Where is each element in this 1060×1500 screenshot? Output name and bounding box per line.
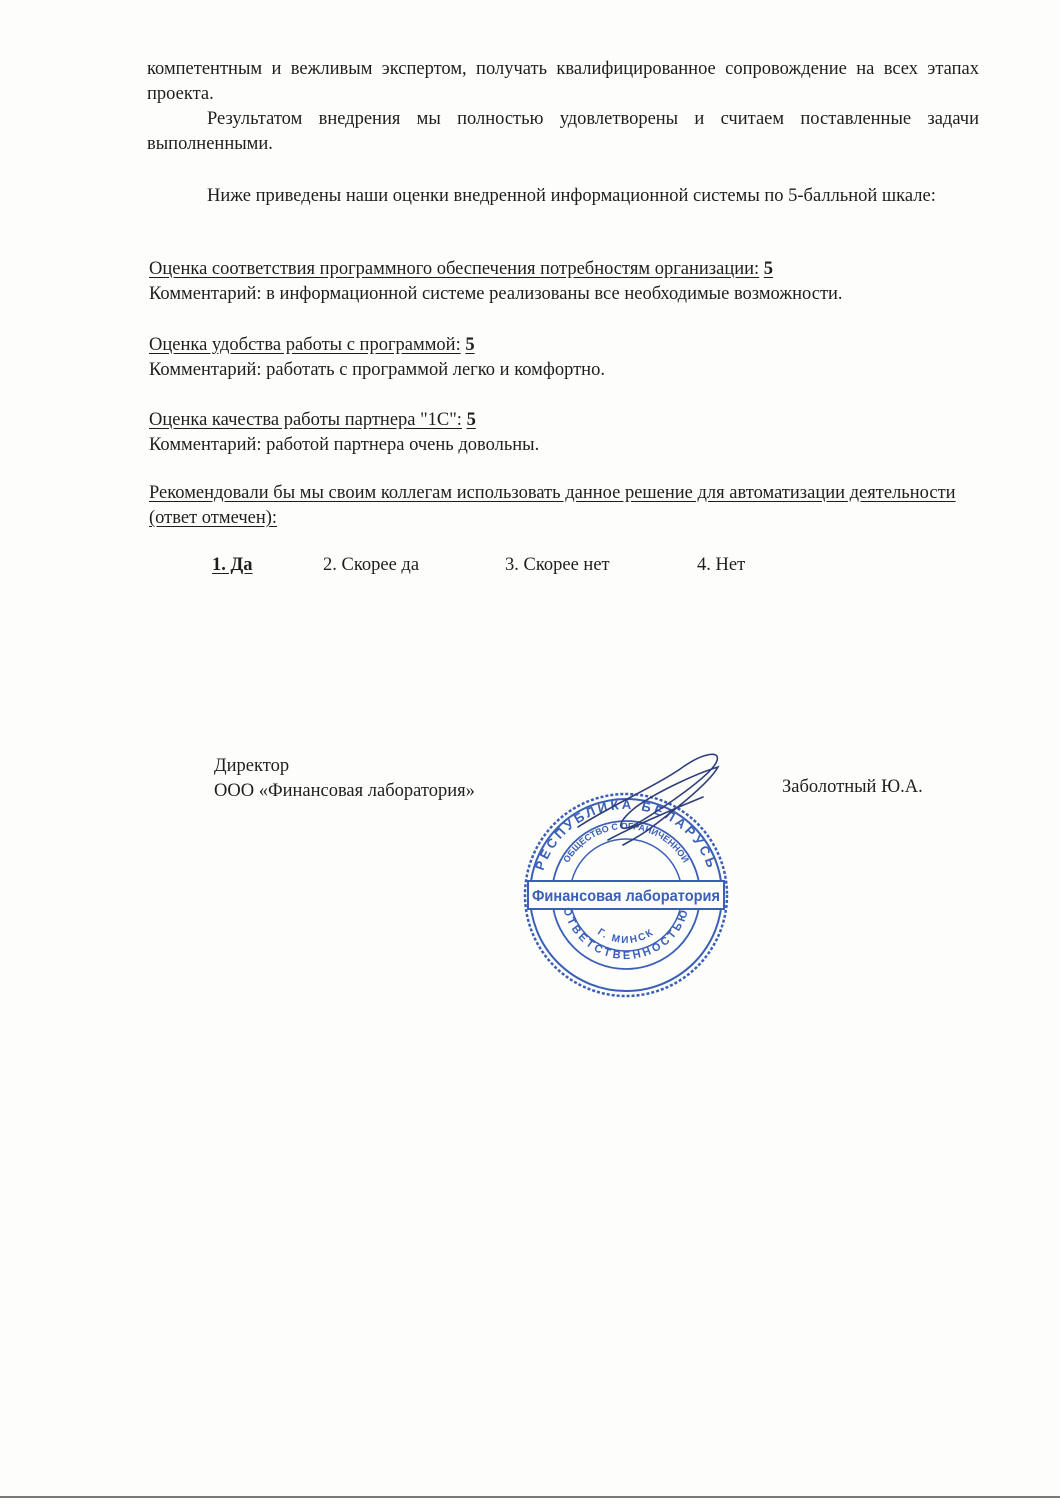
rating-question: Оценка соответствия программного обеспечения потребностям организации: — [149, 259, 760, 279]
recommendation-question: Рекомендовали бы мы своим коллегам использовать данное решение для автоматизации деятельности (ответ отмечен): — [149, 483, 956, 528]
company-stamp — [518, 745, 733, 1010]
rating-block-software-fit — [149, 257, 969, 307]
paragraph-result: Результатом внедрения мы полностью удовлетворены и считаем поставленные задачи выполненными. — [147, 109, 979, 154]
paragraph-intro: компетентным и вежливым экспертом, получать квалифицированное сопровождение на всех этапах проекта. — [147, 59, 979, 104]
signatory-block — [214, 754, 475, 804]
stamp-outer-text: РЕСПУБЛИКА БЕЛАРУСЬ — [531, 796, 721, 873]
rating-score: 5 — [465, 335, 475, 355]
stamp-center-text: Финансовая лаборатория — [532, 888, 720, 905]
signatory-company: ООО «Финансовая лаборатория» — [214, 781, 475, 801]
page-bottom-edge — [0, 1496, 1060, 1498]
option-no: 4. Нет — [697, 555, 746, 575]
stamp-bottom-text: ОТВЕТСТВЕННОСТЬЮ — [560, 905, 692, 963]
paragraph-ratings-intro: Ниже приведены наши оценки внедренной информационной системы по 5-балльной шкале: — [207, 186, 936, 206]
rating-block-usability — [149, 333, 969, 383]
rating-score: 5 — [763, 259, 774, 279]
rating-block-partner-quality — [149, 408, 969, 458]
rating-comment: Комментарий: работой партнера очень довольны. — [149, 435, 540, 455]
signatory-position: Директор — [214, 756, 290, 776]
rating-line — [149, 257, 969, 282]
option-yes: 1. Да — [212, 555, 253, 575]
rating-comment: Комментарий: работать с программой легко и комфортно. — [149, 360, 605, 380]
rating-line — [149, 408, 969, 433]
signatory-name: Заболотный Ю.А. — [782, 777, 923, 797]
stamp-middle-text: ОБЩЕСТВО С ОГРАНИЧЕННОЙ — [561, 820, 691, 865]
rating-line — [149, 333, 969, 358]
option-rather-yes: 2. Скорее да — [323, 555, 420, 575]
stamp-city: Г. МИНСК — [595, 926, 657, 947]
rating-score: 5 — [466, 410, 476, 430]
rating-question: Оценка удобства работы с программой: — [149, 335, 461, 355]
rating-question: Оценка качества работы партнера "1С": — [149, 410, 462, 430]
option-rather-no: 3. Скорее нет — [505, 555, 610, 575]
rating-comment: Комментарий: в информационной системе реализованы все необходимые возможности. — [149, 284, 843, 304]
